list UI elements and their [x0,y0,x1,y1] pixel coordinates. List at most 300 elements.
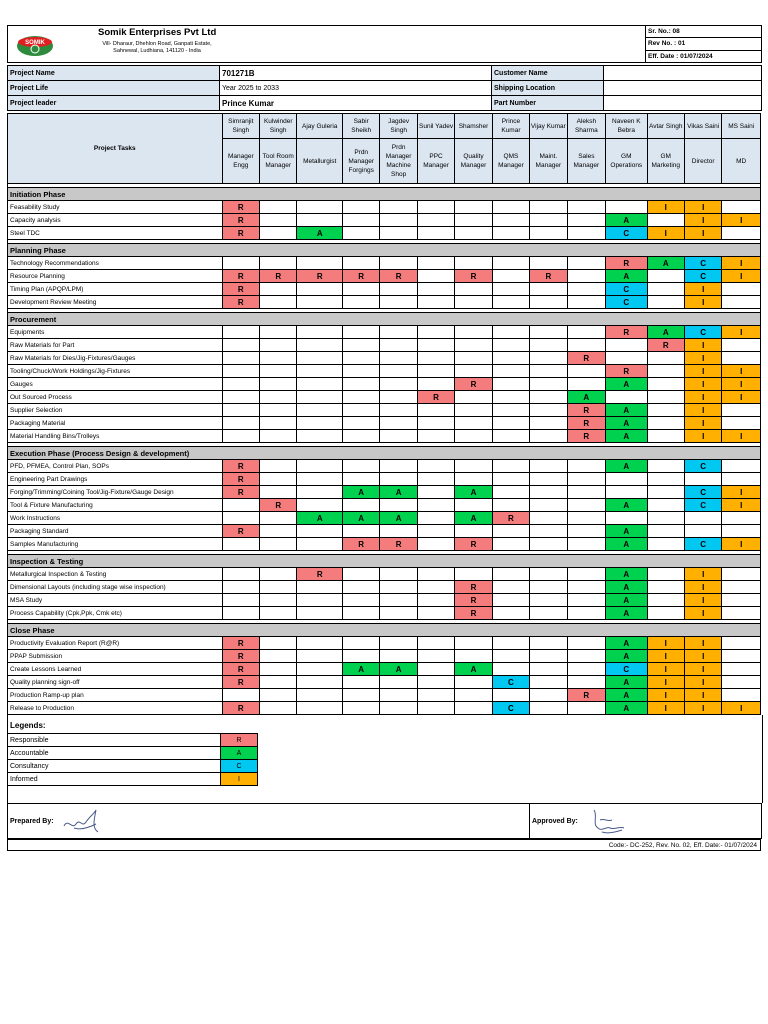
raci-cell [606,201,647,214]
legend-table [7,733,258,786]
raci-cell: R [380,270,417,283]
raci-cell: A [606,430,647,443]
raci-cell [297,702,343,715]
task-row [8,702,761,715]
raci-cell [260,201,297,214]
raci-cell: C [684,499,721,512]
raci-cell: C [684,486,721,499]
raci-cell: R [455,607,492,620]
raci-cell: R [222,201,259,214]
raci-cell [342,404,379,417]
raci-cell: C [492,676,529,689]
project-name-label: Project Name [8,66,220,81]
raci-cell: R [455,378,492,391]
raci-cell [342,473,379,486]
phase-header: Initiation Phase [8,188,761,201]
raci-cell: R [222,283,259,296]
person-role: Tool Room Manager [260,139,297,184]
raci-cell [492,270,529,283]
raci-cell [492,283,529,296]
legend-label: Informed [8,773,221,786]
raci-cell [380,283,417,296]
task-row [8,404,761,417]
raci-cell [722,339,761,352]
raci-cell [647,296,684,309]
raci-cell [417,257,454,270]
raci-cell: R [222,473,259,486]
person-role: QMS Manager [492,139,529,184]
raci-cell: R [417,391,454,404]
raci-cell [260,689,297,702]
raci-cell [455,689,492,702]
task-row [8,365,761,378]
raci-cell [297,352,343,365]
raci-cell [722,650,761,663]
raci-cell [567,473,605,486]
person-role: Manager Engg [222,139,259,184]
raci-cell: A [606,637,647,650]
raci-cell: A [647,257,684,270]
raci-cell [297,460,343,473]
person-name: Vikas Saini [684,114,721,139]
raci-cell [530,525,567,538]
raci-cell [297,525,343,538]
raci-cell [530,473,567,486]
raci-cell [260,391,297,404]
raci-cell: C [684,257,721,270]
raci-cell [342,283,379,296]
raci-cell [297,404,343,417]
raci-cell: I [684,676,721,689]
raci-cell [342,460,379,473]
document-code: Code:- DC-252, Rev. No. 02, Eff. Date:- 01/07/2024 [8,840,761,851]
raci-cell: R [222,650,259,663]
raci-cell: A [342,512,379,525]
raci-cell [492,257,529,270]
raci-cell [567,201,605,214]
raci-cell [342,378,379,391]
raci-cell: I [684,637,721,650]
raci-cell: R [342,270,379,283]
raci-cell [455,283,492,296]
raci-cell: I [647,201,684,214]
raci-cell [297,607,343,620]
task-name: Equipments [8,326,223,339]
raci-cell [417,365,454,378]
raci-cell: A [606,702,647,715]
person-name: Sunil Yadev [417,114,454,139]
raci-cell [342,702,379,715]
raci-cell [722,283,761,296]
raci-cell [722,404,761,417]
task-name: Capacity analysis [8,214,223,227]
approved-by-cell [530,804,762,839]
raci-cell [260,430,297,443]
raci-cell [647,365,684,378]
raci-cell [380,568,417,581]
raci-cell: A [606,404,647,417]
raci-cell [530,365,567,378]
task-name: Process Capability (Cpk,Ppk, Cmk etc) [8,607,223,620]
person-role: PPC Manager [417,139,454,184]
customer-name-value [604,66,762,81]
raci-cell [455,257,492,270]
raci-cell [417,663,454,676]
raci-cell [567,581,605,594]
raci-cell [380,689,417,702]
raci-cell [380,339,417,352]
footer [7,839,761,851]
raci-cell: I [722,486,761,499]
raci-cell [417,486,454,499]
raci-cell [530,676,567,689]
raci-cell: I [647,689,684,702]
raci-cell: I [684,702,721,715]
raci-cell [417,417,454,430]
task-name: Raw Materials for Part [8,339,223,352]
raci-cell [260,568,297,581]
raci-cell [417,296,454,309]
task-name: Production Ramp-up plan [8,689,223,702]
raci-cell [260,581,297,594]
person-role: Prdn Manager Forgings [342,139,379,184]
raci-cell [297,594,343,607]
raci-cell: A [606,270,647,283]
raci-cell [297,637,343,650]
raci-cell [492,568,529,581]
raci-cell [530,391,567,404]
prepared-by-cell [8,804,530,839]
task-name: Work Instructions [8,512,223,525]
task-row [8,227,761,240]
raci-cell: I [684,581,721,594]
task-row [8,689,761,702]
raci-cell [567,257,605,270]
raci-cell [492,404,529,417]
raci-cell: I [684,201,721,214]
raci-cell: R [567,352,605,365]
task-row [8,391,761,404]
raci-cell: R [260,270,297,283]
raci-cell [492,430,529,443]
raci-cell [567,607,605,620]
raci-cell [342,201,379,214]
raci-cell [417,568,454,581]
raci-cell [455,430,492,443]
document-header [7,25,762,63]
person-name: Ajay Guleria [297,114,343,139]
raci-cell [260,378,297,391]
raci-cell: C [492,702,529,715]
raci-cell [297,486,343,499]
raci-cell [722,676,761,689]
raci-cell [222,352,259,365]
raci-cell: C [606,283,647,296]
raci-cell [455,404,492,417]
raci-cell: I [684,689,721,702]
raci-cell: I [684,339,721,352]
raci-cell: R [606,365,647,378]
raci-cell [722,417,761,430]
raci-cell: C [684,460,721,473]
raci-cell [567,512,605,525]
raci-cell [647,378,684,391]
raci-cell: A [606,689,647,702]
raci-cell [342,650,379,663]
raci-cell [297,296,343,309]
raci-cell [530,339,567,352]
raci-cell: R [222,676,259,689]
raci-cell [260,257,297,270]
raci-cell [530,702,567,715]
raci-cell [567,663,605,676]
raci-cell [455,391,492,404]
task-name: Packaging Standard [8,525,223,538]
raci-cell [530,594,567,607]
raci-cell [222,499,259,512]
project-tasks-header: Project Tasks [8,114,223,184]
raci-cell [606,352,647,365]
task-row [8,296,761,309]
raci-cell: R [567,689,605,702]
raci-cell: R [342,538,379,551]
task-row [8,525,761,538]
task-name: Engineering Part Drawings [8,473,223,486]
raci-cell: I [722,538,761,551]
raci-cell [567,676,605,689]
raci-cell [260,538,297,551]
raci-cell [417,525,454,538]
raci-cell [530,607,567,620]
raci-cell: I [722,326,761,339]
raci-cell [260,460,297,473]
raci-cell: A [297,512,343,525]
raci-cell [297,283,343,296]
raci-cell [222,538,259,551]
raci-matrix [7,113,761,715]
task-row [8,378,761,391]
raci-cell [492,663,529,676]
raci-cell: I [684,214,721,227]
legend-code: R [221,734,258,747]
raci-cell [297,257,343,270]
raci-cell [342,352,379,365]
person-name: Vijay Kumar [530,114,567,139]
raci-cell [530,378,567,391]
raci-cell: A [606,214,647,227]
raci-cell [222,512,259,525]
logo-text: SOMIK [25,40,45,46]
raci-cell: A [606,525,647,538]
raci-cell: I [647,227,684,240]
legend-title: Legends: [10,721,46,730]
raci-cell: A [380,663,417,676]
task-name: Metallurgical Inspection & Testing [8,568,223,581]
raci-cell [530,538,567,551]
raci-cell [342,339,379,352]
raci-cell [260,227,297,240]
raci-cell [530,417,567,430]
task-row [8,594,761,607]
task-row [8,460,761,473]
task-row [8,499,761,512]
raci-cell [530,568,567,581]
raci-cell [417,637,454,650]
raci-cell [342,214,379,227]
raci-cell: C [606,227,647,240]
task-name: Quality planning sign-off [8,676,223,689]
task-row [8,339,761,352]
raci-cell [567,460,605,473]
raci-cell: I [722,702,761,715]
raci-cell [260,607,297,620]
task-name: Release to Production [8,702,223,715]
approved-by-label: Approved By: [532,817,578,825]
raci-cell: R [647,339,684,352]
raci-cell: R [455,594,492,607]
raci-cell [530,650,567,663]
person-role: MD [722,139,761,184]
raci-cell: A [455,512,492,525]
raci-cell [260,283,297,296]
raci-cell: A [342,486,379,499]
raci-cell [417,594,454,607]
legend-label: Responsible [8,734,221,747]
raci-cell [567,270,605,283]
raci-cell [567,525,605,538]
task-row [8,430,761,443]
raci-cell [380,326,417,339]
raci-cell [647,214,684,227]
raci-cell [260,296,297,309]
raci-cell [342,637,379,650]
raci-cell [380,460,417,473]
raci-cell: R [297,270,343,283]
project-info [7,65,762,111]
raci-cell [567,365,605,378]
raci-cell [342,689,379,702]
raci-cell [567,568,605,581]
raci-cell: I [684,296,721,309]
raci-cell [606,512,647,525]
raci-cell: I [647,650,684,663]
raci-cell: A [380,512,417,525]
raci-cell [417,702,454,715]
raci-cell [297,430,343,443]
raci-cell [260,486,297,499]
task-row [8,568,761,581]
raci-cell [455,296,492,309]
raci-cell [342,257,379,270]
prepared-by-label: Prepared By: [10,817,54,825]
person-role: Director [684,139,721,184]
phase-header: Inspection & Testing [8,555,761,568]
raci-cell [342,525,379,538]
raci-cell: R [222,702,259,715]
raci-cell [647,417,684,430]
raci-sheet [7,25,761,851]
raci-cell: C [684,538,721,551]
raci-cell [606,391,647,404]
raci-cell: A [297,227,343,240]
raci-cell [530,689,567,702]
task-row [8,486,761,499]
raci-cell [647,499,684,512]
person-name: Simranjit Singh [222,114,259,139]
legend-item [8,773,258,786]
raci-cell [222,257,259,270]
raci-cell [492,689,529,702]
raci-cell: A [606,607,647,620]
prepared-signature-icon [60,806,110,836]
raci-cell [567,486,605,499]
phase-header: Execution Phase (Process Design & development) [8,447,761,460]
raci-cell [647,352,684,365]
raci-cell [530,257,567,270]
raci-cell [417,676,454,689]
raci-cell [342,391,379,404]
person-name: Sabir Sheikh [342,114,379,139]
raci-cell: R [455,270,492,283]
raci-cell [530,404,567,417]
raci-cell [417,581,454,594]
raci-cell: R [606,326,647,339]
raci-cell [492,326,529,339]
raci-cell [567,702,605,715]
task-name: Out Sourced Process [8,391,223,404]
person-role: GM Marketing [647,139,684,184]
raci-cell [722,227,761,240]
raci-cell [455,339,492,352]
raci-cell [455,201,492,214]
raci-cell [297,499,343,512]
raci-cell [567,227,605,240]
person-name: Shamsher [455,114,492,139]
raci-cell [492,650,529,663]
raci-cell [297,378,343,391]
raci-cell [417,227,454,240]
raci-cell [647,430,684,443]
raci-cell [342,607,379,620]
raci-cell [260,473,297,486]
raci-cell: C [606,663,647,676]
raci-cell: I [647,663,684,676]
raci-cell [530,637,567,650]
task-name: Technology Recommendations [8,257,223,270]
raci-cell [567,339,605,352]
raci-cell: I [684,650,721,663]
raci-cell [492,296,529,309]
raci-cell [380,607,417,620]
raci-cell [455,702,492,715]
raci-cell [342,594,379,607]
raci-cell [222,378,259,391]
raci-cell [297,663,343,676]
raci-cell [647,391,684,404]
raci-cell: R [222,460,259,473]
raci-cell [380,525,417,538]
raci-cell [222,417,259,430]
raci-cell [567,214,605,227]
task-name: Steel TDC [8,227,223,240]
company-logo [14,30,56,58]
raci-cell [492,391,529,404]
raci-cell [567,538,605,551]
raci-cell [492,637,529,650]
raci-cell [722,352,761,365]
raci-cell [222,339,259,352]
raci-cell [647,538,684,551]
